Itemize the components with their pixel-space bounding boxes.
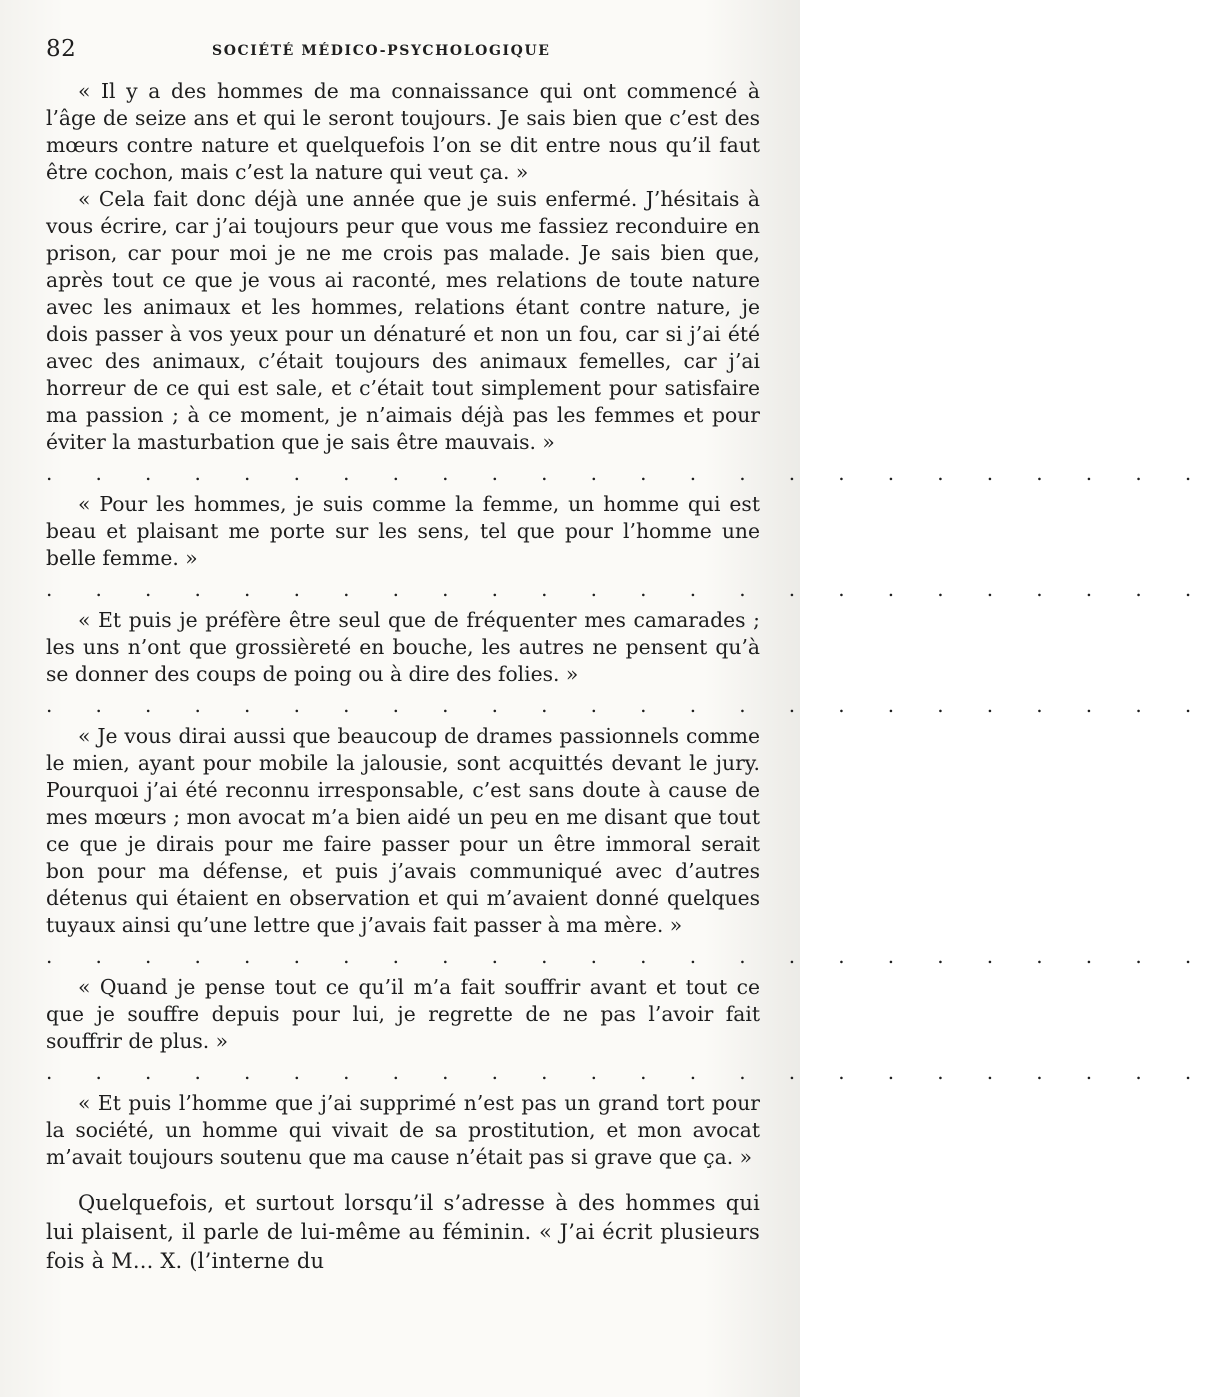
paragraph-5: « Je vous dirai aussi que beaucoup de drames passionnels comme le mien, ayant pour mobile la jalousie, sont acquittés devant le jury. Pourquoi j’ai été reconnu irresponsable, c’est sans doute à cause de mes mœurs ; mon avocat m’a bien aidé un peu en me disant que tout ce que je dirais pour me faire passer pour un être immoral serait bon pour ma défense, et puis j’avais communiqué avec d’autres détenus qui étaient en observation et qui m’avaient donné quelques tuyaux ainsi qu’une lettre que j’avais fait passer à ma mère. » <box>46 724 760 937</box>
running-head <box>46 36 762 66</box>
paragraph-3: « Pour les hommes, je suis comme la femme, un homme qui est beau et plaisant me porte sur les sens, tel que pour l’homme une belle femme. » <box>46 492 760 570</box>
ellipsis-row-4: . . . . . . . . . . . . . . . . . . . . . . . . <box>46 944 1210 968</box>
paragraph-1: « Il y a des hommes de ma connaissance qui ont commencé à l’âge de seize ans et qui le seront toujours. Je sais bien que c’est des mœurs contre nature et quelquefois l’on se dit entre nous qu’il faut être cochon, mais c’est la nature qui veut ça. » <box>46 79 760 184</box>
paragraph-4: « Et puis je préfère être seul que de fréquenter mes camarades ; les uns n’ont que grossièreté en bouche, les autres ne pensent qu’à se donner des coups de poing ou à dire des folies. » <box>46 608 760 686</box>
paragraph-6: « Quand je pense tout ce qu’il m’a fait souffrir avant et tout ce que je souffre depuis pour lui, je regrette de ne pas l’avoir fait souffrir de plus. » <box>46 975 760 1053</box>
ellipsis-row-3: . . . . . . . . . . . . . . . . . . . . . . . . <box>46 693 1210 717</box>
ellipsis-row-5: . . . . . . . . . . . . . . . . . . . . . . . . <box>46 1060 1210 1084</box>
paragraph-2: « Cela fait donc déjà une année que je suis enfermé. J’hésitais à vous écrire, car j’ai toujours peur que vous me fassiez reconduire en prison, car pour moi je ne me crois pas malade. Je sais bien que, après tout ce que je vous ai raconté, mes relations de toute nature avec les animaux et les hommes, relations étant contre nature, je dois passer à vos yeux pour un dénaturé et non un fou, car si j’ai été avec des animaux, c’était toujours des animaux femelles, car j’ai horreur de ce qui est sale, et c’était tout simplement pour satisfaire ma passion ; à ce moment, je n’aimais déjà pas les femmes et pour éviter la masturbation que je sais être mauvais. » <box>46 187 760 454</box>
paragraph-7: « Et puis l’homme que j’ai supprimé n’est pas un grand tort pour la société, un homme qui vivait de sa prostitution, et mon avocat m’avait toujours soutenu que ma cause n’était pas si grave que ça. » <box>46 1091 760 1169</box>
page-number: 82 <box>46 36 77 62</box>
paragraph-8: Quelquefois, et surtout lorsqu’il s’adresse à des hommes qui lui plaisent, il parle de lui-même au féminin. « J’ai écrit plusieurs fois à M... X. (l’interne du <box>46 1191 760 1273</box>
ellipsis-row-1: . . . . . . . . . . . . . . . . . . . . . . . . <box>46 461 1210 485</box>
ellipsis-row-2: . . . . . . . . . . . . . . . . . . . . . . . . <box>46 577 1210 601</box>
body-text <box>46 78 1210 1276</box>
running-title: SOCIÉTÉ MÉDICO-PSYCHOLOGIQUE <box>212 43 551 59</box>
